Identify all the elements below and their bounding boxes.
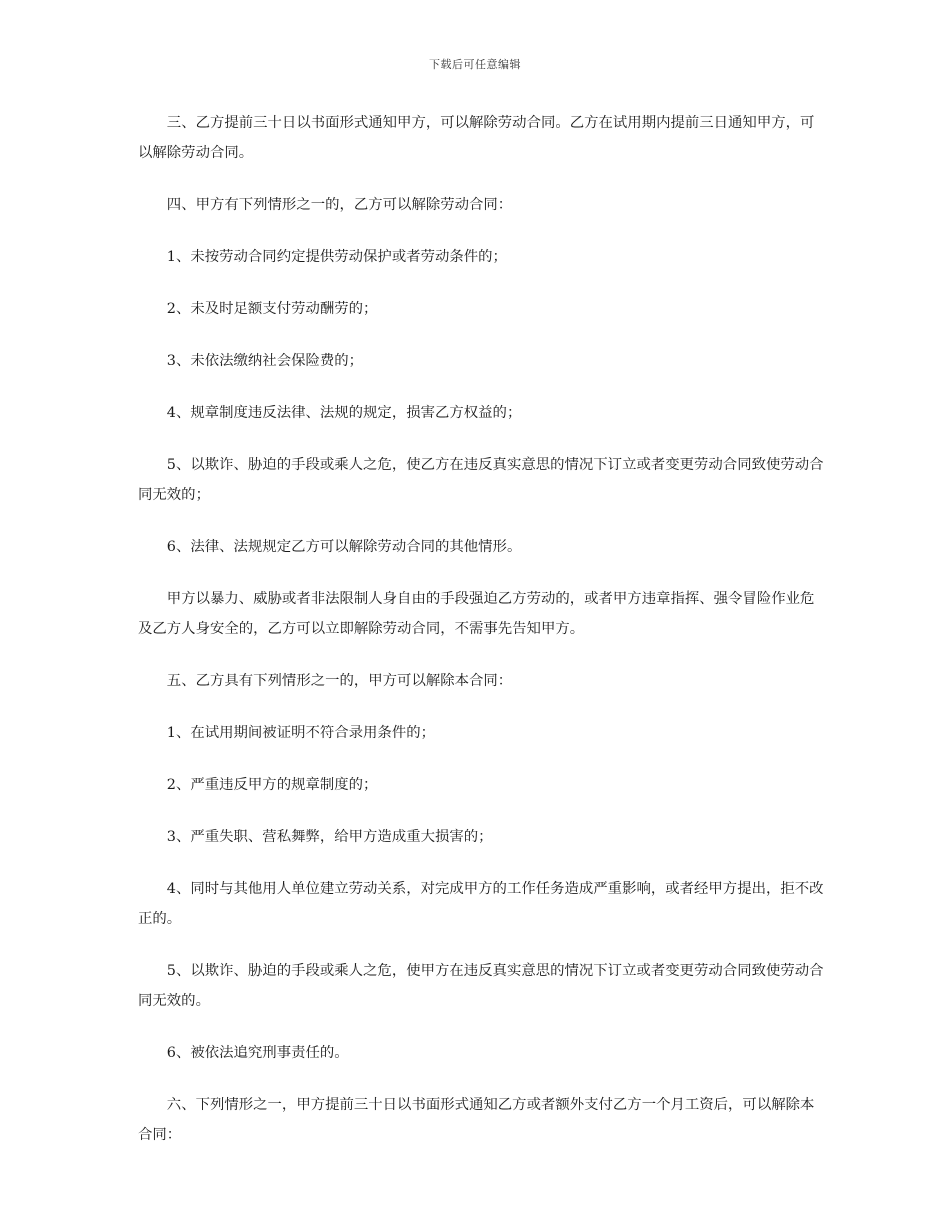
- paragraph-item-5-4: 4、同时与其他用人单位建立劳动关系，对完成甲方的工作任务造成严重影响，或者经甲方提出，拒不改正的。: [138, 881, 824, 927]
- paragraph-item-4-4: 4、规章制度违反法律、法规的规定，损害乙方权益的；: [166, 405, 522, 421]
- paragraph-immediate-termination: 甲方以暴力、威胁或者非法限制人身自由的手段强迫乙方劳动的，或者甲方违章指挥、强令冒险作业危及乙方人身安全的，乙方可以立即解除劳动合同，不需事先告知甲方。: [138, 591, 815, 637]
- paragraph-item-4-5: 5、以欺诈、胁迫的手段或乘人之危，使乙方在违反真实意思的情况下订立或者变更劳动合同致使劳动合同无效的；: [138, 457, 824, 503]
- page-header: 下载后可任意编辑: [429, 58, 521, 71]
- paragraph-item-4-6: 6、法律、法规规定乙方可以解除劳动合同的其他情形。: [166, 539, 522, 555]
- paragraph-item-4-3: 3、未依法缴纳社会保险费的；: [166, 353, 364, 369]
- paragraph-item-5-1: 1、在试用期间被证明不符合录用条件的；: [166, 725, 435, 741]
- paragraph-item-4-2: 2、未及时足额支付劳动酬劳的；: [166, 301, 378, 317]
- paragraph-section-3: 三、乙方提前三十日以书面形式通知甲方，可以解除劳动合同。乙方在试用期内提前三日通知甲方，可以解除劳动合同。: [138, 115, 815, 161]
- paragraph-section-4-heading: 四、甲方有下列情形之一的，乙方可以解除劳动合同：: [166, 197, 513, 213]
- paragraph-item-4-1: 1、未按劳动合同约定提供劳动保护或者劳动条件的；: [166, 249, 507, 265]
- paragraph-section-5-heading: 五、乙方具有下列情形之一的，甲方可以解除本合同：: [166, 673, 513, 689]
- paragraph-section-6-heading: 六、下列情形之一，甲方提前三十日以书面形式通知乙方或者额外支付乙方一个月工资后，可以解除本合同：: [138, 1097, 815, 1143]
- paragraph-item-5-6: 6、被依法追究刑事责任的。: [166, 1045, 349, 1061]
- document-body: [138, 108, 828, 1172]
- paragraph-item-5-2: 2、严重违反甲方的规章制度的；: [166, 777, 378, 793]
- paragraph-item-5-5: 5、以欺诈、胁迫的手段或乘人之危，使甲方在违反真实意思的情况下订立或者变更劳动合同致使劳动合同无效的。: [138, 963, 824, 1009]
- paragraph-item-5-3: 3、严重失职、营私舞弊，给甲方造成重大损害的；: [166, 829, 493, 845]
